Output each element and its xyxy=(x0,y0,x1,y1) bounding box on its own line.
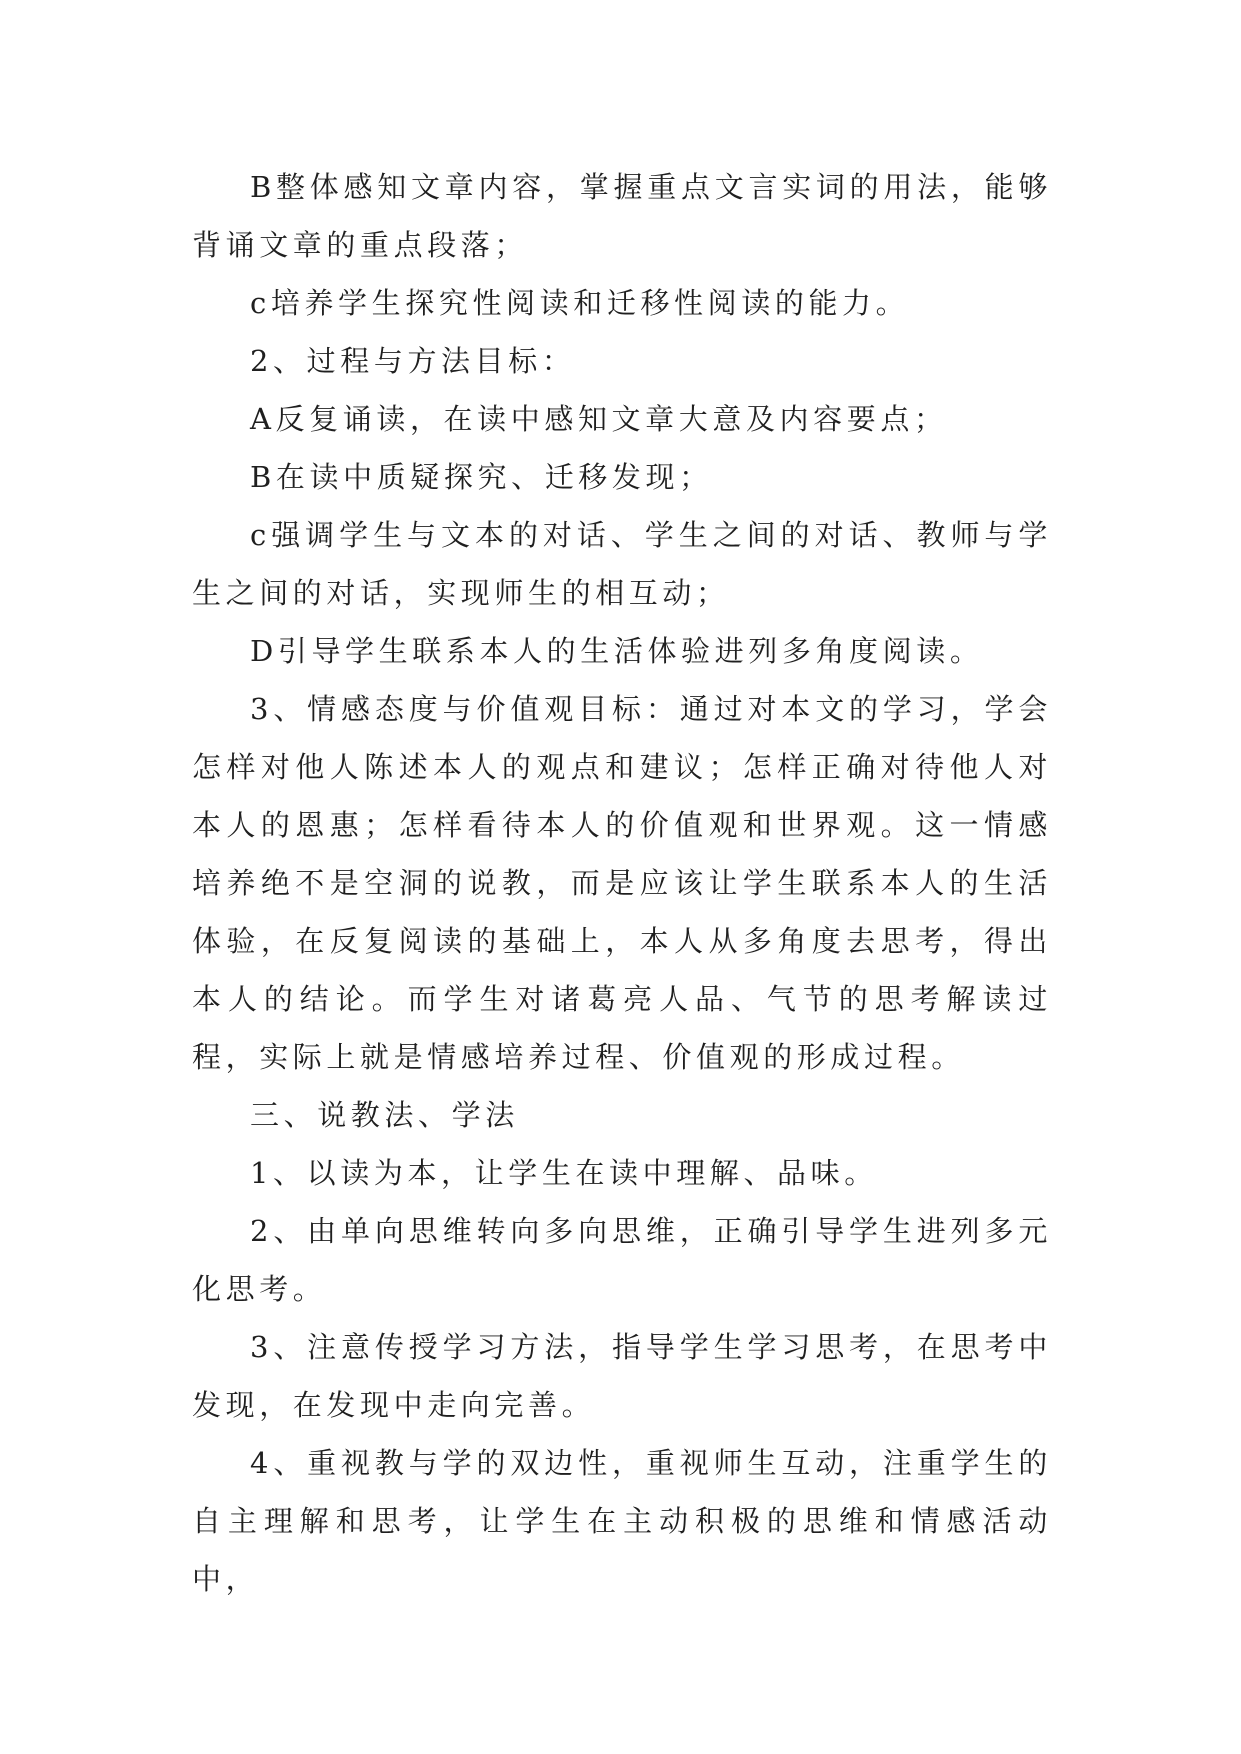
paragraph-goal-b: B整体感知文章内容，掌握重点文言实词的用法，能够背诵文章的重点段落； xyxy=(192,170,1052,262)
paragraph-process-d: D引导学生联系本人的生活体验进列多角度阅读。 xyxy=(250,634,984,668)
heading-teaching-methods: 三、说教法、学法 xyxy=(250,1098,519,1132)
paragraph-goal-c: c培养学生探究性阅读和迁移性阅读的能力。 xyxy=(250,286,910,320)
paragraph-process-c: c强调学生与文本的对话、学生之间的对话、教师与学生之间的对话，实现师生的相互动； xyxy=(192,518,1052,610)
paragraph-method-4: 4、重视教与学的双边性，重视师生互动，注重学生的自主理解和思考，让学生在主动积极的思维和情感活动中， xyxy=(192,1446,1052,1596)
document-body xyxy=(192,158,1052,1608)
paragraph-method-3: 3、注意传授学习方法，指导学生学习思考，在思考中发现，在发现中走向完善。 xyxy=(192,1330,1052,1422)
paragraph-method-2: 2、由单向思维转向多向思维，正确引导学生进列多元化思考。 xyxy=(192,1214,1052,1306)
paragraph-process-b: B在读中质疑探究、迁移发现； xyxy=(250,460,713,494)
heading-process-method: 2、过程与方法目标： xyxy=(250,344,576,378)
paragraph-process-a: A反复诵读，在读中感知文章大意及内容要点； xyxy=(250,402,948,436)
paragraph-method-1: 1、以读为本，让学生在读中理解、品味。 xyxy=(250,1156,878,1190)
paragraph-emotion-values: 3、情感态度与价值观目标：通过对本文的学习，学会怎样对他人陈述本人的观点和建议；怎样正确对待他人对本人的恩惠；怎样看待本人的价值观和世界观。这一情感培养绝不是空洞的说教，而是应该让学生联系本人的生活体验，在反复阅读的基础上，本人从多角度去思考，得出本人的结论。而学生对诸葛亮人品、气节的思考解读过程，实际上就是情感培养过程、价值观的形成过程。 xyxy=(192,692,1052,1074)
